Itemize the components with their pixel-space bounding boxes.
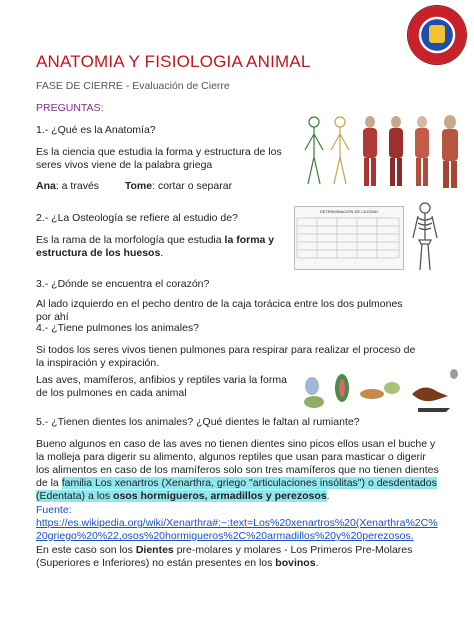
answer-5-highlight-bold: osos hormigueros, armadillos y perezosos (113, 490, 327, 502)
shield-icon (429, 25, 445, 43)
anatomy-systems-image (300, 112, 468, 192)
final-period: . (315, 557, 319, 569)
answer-5-period: . (326, 490, 330, 502)
animal-lungs-image (300, 364, 460, 416)
page-subtitle: FASE DE CIERRE - Evaluación de Cierre (36, 80, 230, 92)
term-ana-text: : a través (55, 180, 100, 192)
source-link-wrapper (36, 517, 440, 543)
answer-5-text: Bueno algunos en caso de las aves no tienen dientes sino picos ellos usan el buche y la molleja para digerir su alimento, algunos reptiles que usan para masticar o digerir los alimentos en caso de los mamíferos solo son tres mamíferos que no tienen dientes de la (36, 438, 439, 489)
term-tome-text: : cortar o separar (152, 180, 233, 192)
answer-4-paragraph-2: Las aves, mamíferos, anfibios y reptiles varia la forma de los pulmones en cada animal (36, 374, 287, 399)
question-3: 3.- ¿Dónde se encuentra el corazón? (36, 278, 210, 290)
term-ana-label: Ana (36, 180, 56, 192)
final-text-1: En este caso son los (36, 544, 136, 556)
answer-3: Al lado izquierdo en el pecho dentro de la caja torácica entre los dos pulmones por ahí (36, 298, 403, 323)
term-tome-label: Tome (124, 180, 153, 192)
table-grid-graphic (295, 214, 401, 266)
institution-logo (408, 6, 466, 64)
question-2: 2.- ¿La Osteología se refiere al estudio de? (36, 212, 238, 224)
final-text-2: pre-molares y molares - Los Primeros Pre-Molares (Superiores e Inferiores) no están presentes en los (36, 544, 413, 569)
answer-2-text: Es la rama de la morfología que estudia (36, 234, 225, 246)
question-4: 4.- ¿Tiene pulmones los animales? (36, 322, 200, 334)
section-heading: PREGUNTAS: (36, 102, 104, 114)
answer-2-period: . (160, 247, 164, 259)
question-1: 1.- ¿Qué es la Anatomía? (36, 124, 156, 136)
answer-1-terms (36, 180, 232, 193)
page-title: ANATOMIA Y FISIOLOGIA ANIMAL (36, 52, 311, 71)
final-teeth-bold: Dientes (135, 544, 174, 556)
answer-1: Es la ciencia que estudia la forma y estructura de los seres vivos viene de la palabra griega (36, 146, 282, 171)
skeleton-image (410, 202, 440, 272)
answer-2-highlight: la forma y estructura de los huesos (36, 234, 275, 259)
table-caption: DETERMINACIÓN DE LA EDAD (319, 209, 379, 214)
answer-5-highlight: familia Los xenartros (Xenarthra, griego "articulaciones insólitas") o desdentados (Edentata) a los (36, 477, 437, 502)
question-5: 5.- ¿Tienen dientes los animales? ¿Qué dientes le faltan al rumiante? (36, 416, 360, 428)
answer-5 (36, 438, 440, 503)
age-determination-table-image (294, 206, 404, 270)
source-label: Fuente: (36, 504, 72, 516)
final-paragraph (36, 544, 440, 570)
final-bovinos-bold: bovinos (275, 557, 316, 569)
answer-2 (36, 234, 286, 260)
answer-4-paragraph-1: Si todos los seres vivos tienen pulmones para respirar para realizar el proceso de la inspiración y expiración. (36, 344, 416, 369)
source-link[interactable]: https://es.wikipedia.org/wiki/Xenarthra#:~:text=Los%20xenartros%20(Xenarthra%2C%20griego%20%22,osos%20hormigueros%2C%20armadillos%20y%20perezosos. (36, 517, 438, 542)
